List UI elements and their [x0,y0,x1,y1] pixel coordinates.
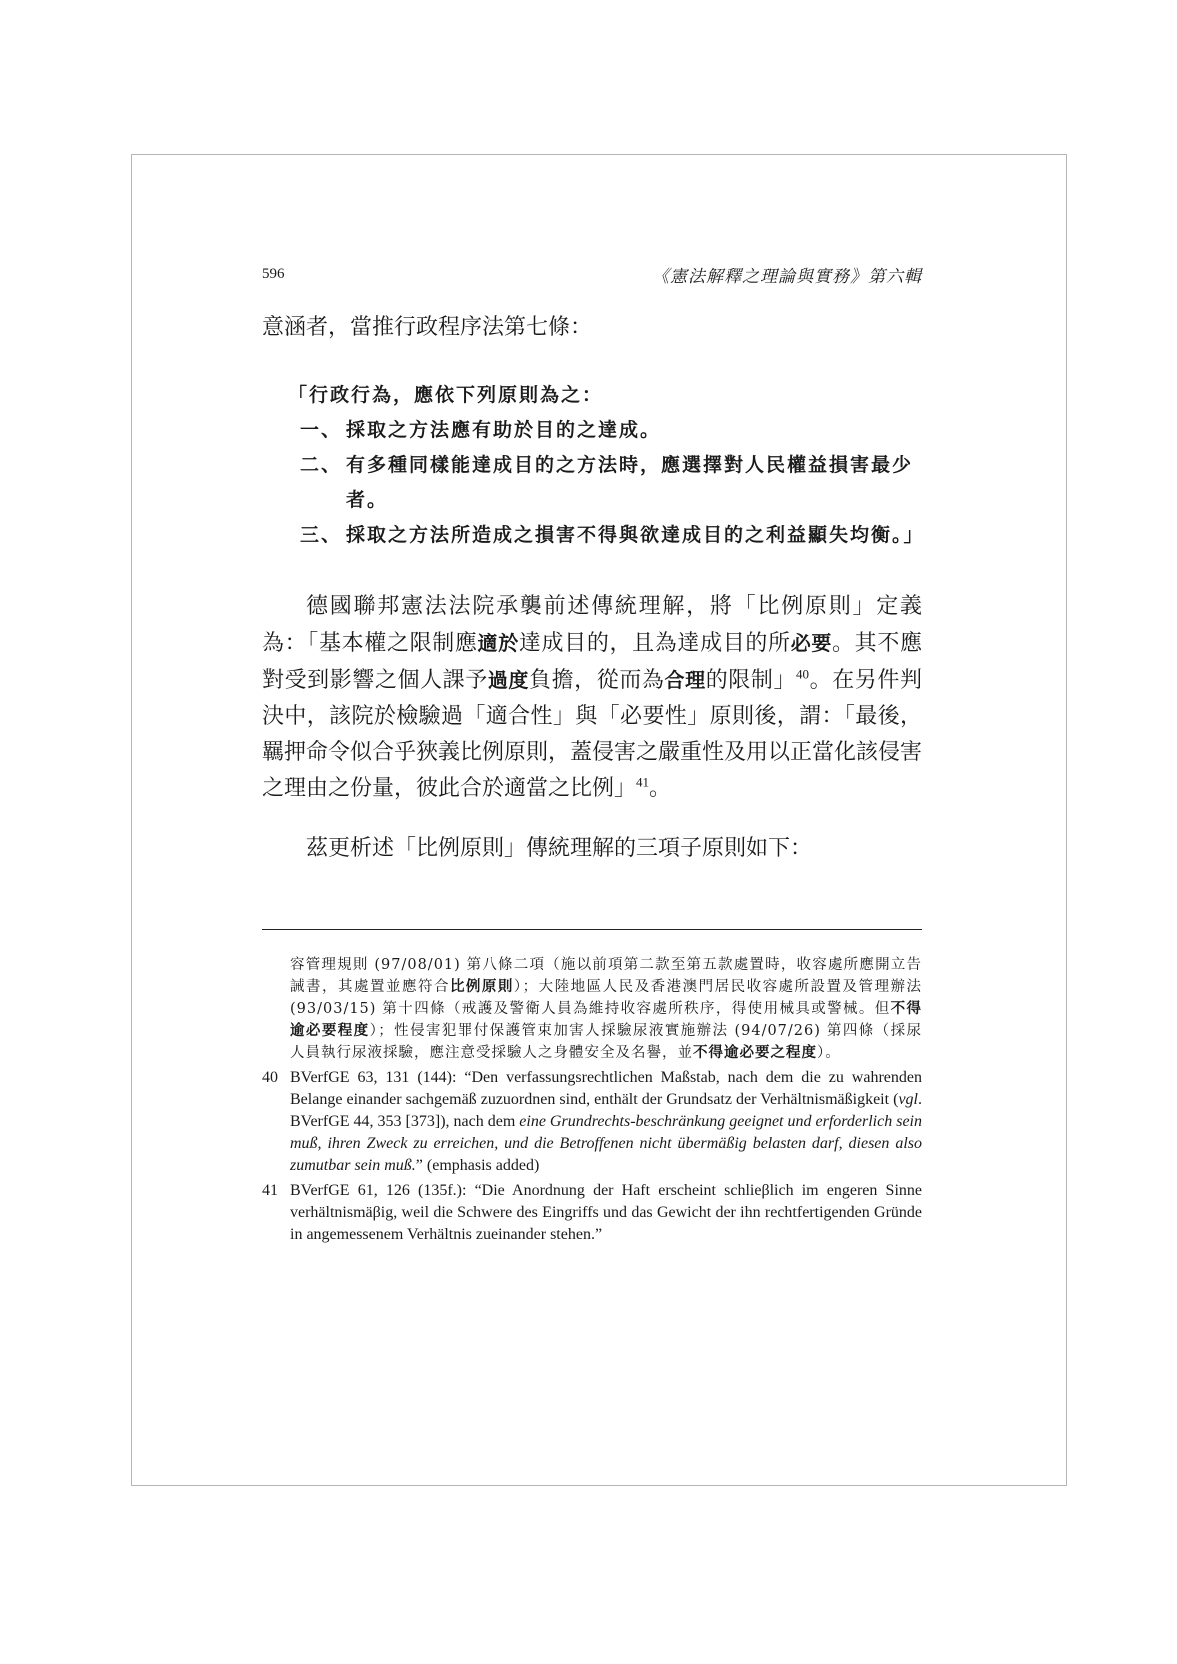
footnote-ref[interactable]: 41 [636,774,650,790]
page-content [262,262,925,1246]
page-number: 596 [262,266,285,282]
text-run: . BVerfGE 44, 353 [373]), nach dem [290,1091,922,1130]
text-run: 。 [649,776,672,801]
running-title: 《憲法解釋之理論與實務》第六輯 [652,267,922,287]
text-run: 達成目的，且為達成目的所 [518,631,791,656]
text-run: 。其不應對受到影響之個人課予 [262,631,922,693]
text-run: 。在另件判決中，該院於檢驗過「適合性」與「必要性」原則後，謂：「最後，羈押命令似合乎狹義比例原則，蓋侵害之嚴重性及用以正當化該侵害之理由之份量，彼此合於適當之比例」 [262,668,923,801]
emphasis: 合理 [664,668,706,692]
text-run: 負擔，從而為 [529,668,665,693]
footnotes [262,954,922,1246]
quote-item-label: 三、 [300,524,343,546]
page-header [262,262,922,290]
emphasis: 比例原則 [449,978,514,995]
quote-item-text: 採取之方法所造成之損害不得與欲達成目的之利益顯失均衡。」 [346,524,925,546]
paragraph-german-court [262,589,922,807]
emphasis: 不得逾必要之程度 [693,1044,817,1061]
text-run: ）。 [817,1045,841,1061]
footnote-number: 40 [262,1069,278,1086]
footnote-40 [262,1067,922,1177]
emphasis: 適於 [477,631,519,655]
text-run: 容管理規則 (97/08/01) 第八條二項（施以前項第二款至第五款處置時，收容處所應開立告誡書，其處置並應符合 [290,957,922,995]
footnote-number: 41 [262,1182,278,1199]
quote-item [300,448,922,518]
quote-item-label: 二、 [300,454,343,476]
quote-item [300,518,925,553]
footnote-text [290,1067,922,1177]
intro-line: 意涵者，當推行政程序法第七條： [262,315,593,340]
text-run: ” (emphasis added) [415,1157,540,1174]
quote-item-text: 採取之方法應有助於目的之達成。 [346,419,662,441]
emphasis: 不得逾必要程度 [290,1000,923,1039]
quote-item-label: 一、 [300,419,343,441]
text-run: 的限制」 [705,668,797,693]
text-run: ）；大陸地區人民及香港澳門居民收容處所設置及管理辦法 (93/03/15) 第十四條（戒護及警衛人員為維持收容處所秩序，得使用械具或警械。但 [290,979,923,1017]
quote-opening: 「行政行為，應依下列原則為之： [288,384,604,406]
quote-item-text: 有多種同樣能達成目的之方法時，應選擇對人民權益損害最少者。 [346,454,914,511]
statute-quote [288,378,925,553]
italic-run: eine Grundrechts-beschränkung geeignet und erforderlich sein muß, ihren Zweck zu erreichen, und die Betroffenen nicht übermäßig belasten darf, diesen also zumutbar sein muß. [290,1113,922,1174]
italic-run: vgl [898,1091,918,1108]
quote-item [300,413,922,448]
footnote-ref[interactable]: 40 [796,666,810,682]
text-run: BVerfGE 63, 131 (144): “Den verfassungsrechtlichen Maßstab, nach dem die zu wahrenden Belange einander sachgemäß zuzuordnen sind, enthält der Grundsatz der Verhältnismäßigkeit ( [290,1069,922,1108]
footnote-41 [262,1180,922,1246]
footnote-continuation [290,954,922,1064]
emphasis: 過度 [487,668,530,692]
text-run: ）；性侵害犯罪付保護管束加害人採驗尿液實施辦法 (94/07/26) 第四條（採尿人員執行尿液採驗，應注意受採驗人之身體安全及名譽，並 [290,1023,923,1061]
text-run: 德國聯邦憲法法院承襲前述傳統理解，將「比例原則」定義為：「基本權之限制應 [262,594,922,656]
emphasis: 必要 [790,631,833,655]
paragraph-subprinciples: 茲更析述「比例原則」傳統理解的三項子原則如下： [306,836,813,861]
footnote-separator [262,929,922,930]
footnote-text: BVerfGE 61, 126 (135f.): “Die Anordnung der Haft erscheint schlieβlich im engeren Sinne verhältnismäβig, weil die Schwere des Eingriffs und das Gewicht der ihn rechtfertigenden Gründe in angemessenem Verhältnis zueinander stehen.” [290,1182,922,1243]
